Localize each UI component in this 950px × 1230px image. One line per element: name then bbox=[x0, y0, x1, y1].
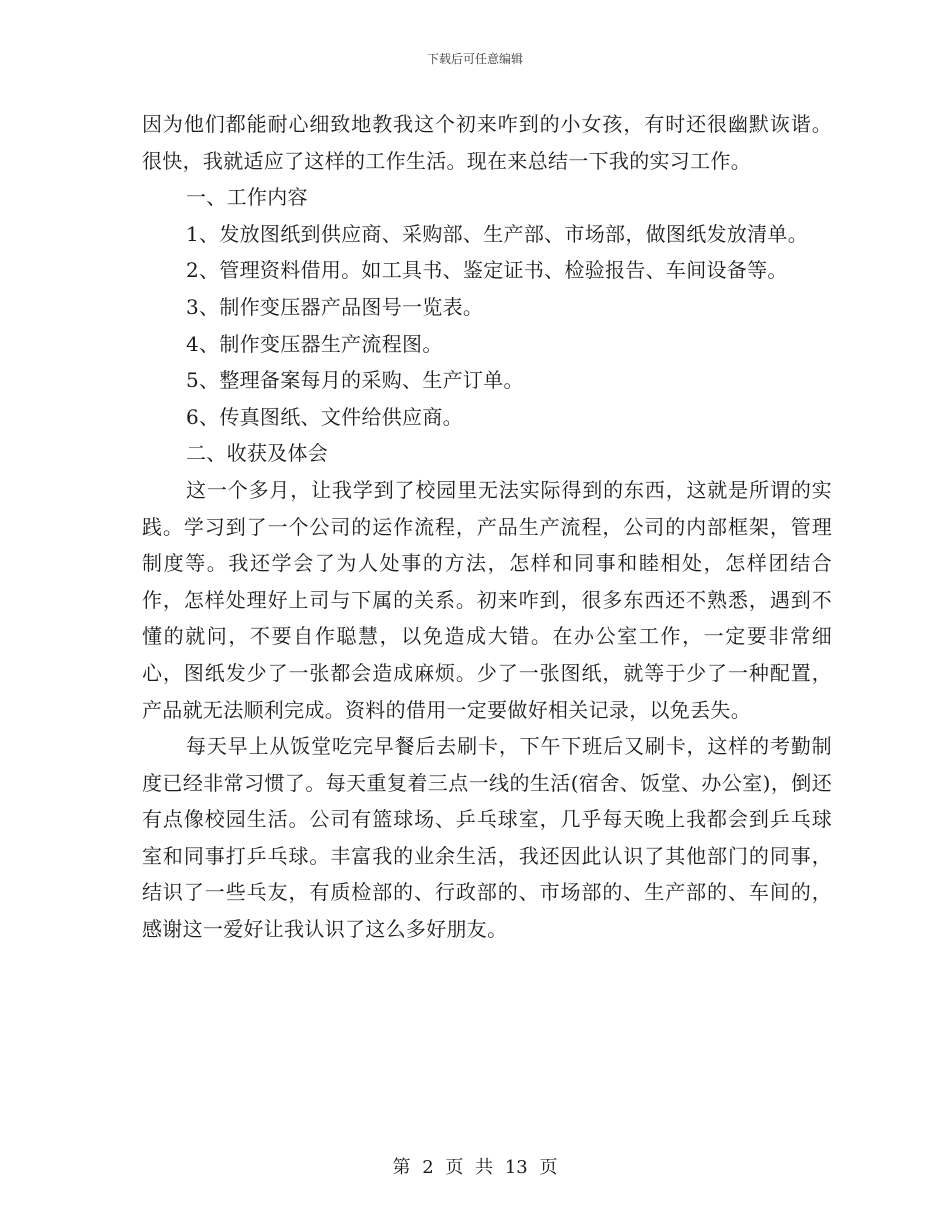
paragraph-gains: 这一个多月，让我学到了校园里无法实际得到的东西，这就是所谓的实践。学习到了一个公司的运作流程，产品生产流程，公司的内部框架，管理制度等。我还学会了为人处事的方法，怎样和同事和睦相处，怎样团结合作，怎样处理好上司与下属的关系。初来咋到，很多东西还不熟悉，遇到不懂的就问，不要自作聪慧，以免造成大错。在办公室工作，一定要非常细心，图纸发少了一张都会造成麻烦。少了一张图纸，就等于少了一种配置，产品就无法顺利完成。资料的借用一定要做好相关记录，以免丢失。 bbox=[142, 477, 832, 722]
document-body bbox=[142, 106, 832, 948]
paragraph-daily-life: 每天早上从饭堂吃完早餐后去刷卡，下午下班后又刷卡，这样的考勤制度已经非常习惯了。每天重复着三点一线的生活(宿舍、饭堂、办公室)，倒还有点像校园生活。公司有篮球场、乒乓球室，几乎每天晚上我都会到乒乓球室和同事打乒乓球。丰富我的业余生活，我还因此认识了其他部门的同事，结识了一些乓友，有质检部的、行政部的、市场部的、生产部的、车间的，感谢这一爱好让我认识了这么多好朋友。 bbox=[142, 734, 832, 942]
page-number-footer: 第 2 页 共 13 页 bbox=[392, 1157, 558, 1178]
list-item-3: 3、制作变压器产品图号一览表。 bbox=[186, 294, 484, 319]
list-item-5: 5、整理备案每月的采购、生产订单。 bbox=[186, 368, 524, 393]
section-heading-gains: 二、收获及体会 bbox=[186, 441, 329, 466]
paragraph-intro-continuation: 因为他们都能耐心细致地教我这个初来咋到的小女孩，有时还很幽默诙谐。很快，我就适应了这样的工作生活。现在来总结一下我的实习工作。 bbox=[142, 112, 832, 173]
list-item-2: 2、管理资料借用。如工具书、鉴定证书、检验报告、车间设备等。 bbox=[186, 258, 788, 283]
page-header: 下载后可任意编辑 bbox=[426, 52, 523, 66]
section-heading-work-content: 一、工作内容 bbox=[186, 185, 308, 210]
list-item-4: 4、制作变压器生产流程图。 bbox=[186, 331, 443, 356]
list-item-6: 6、传真图纸、文件给供应商。 bbox=[186, 404, 463, 429]
list-item-1: 1、发放图纸到供应商、采购部、生产部、市场部，做图纸发放清单。 bbox=[186, 221, 809, 246]
